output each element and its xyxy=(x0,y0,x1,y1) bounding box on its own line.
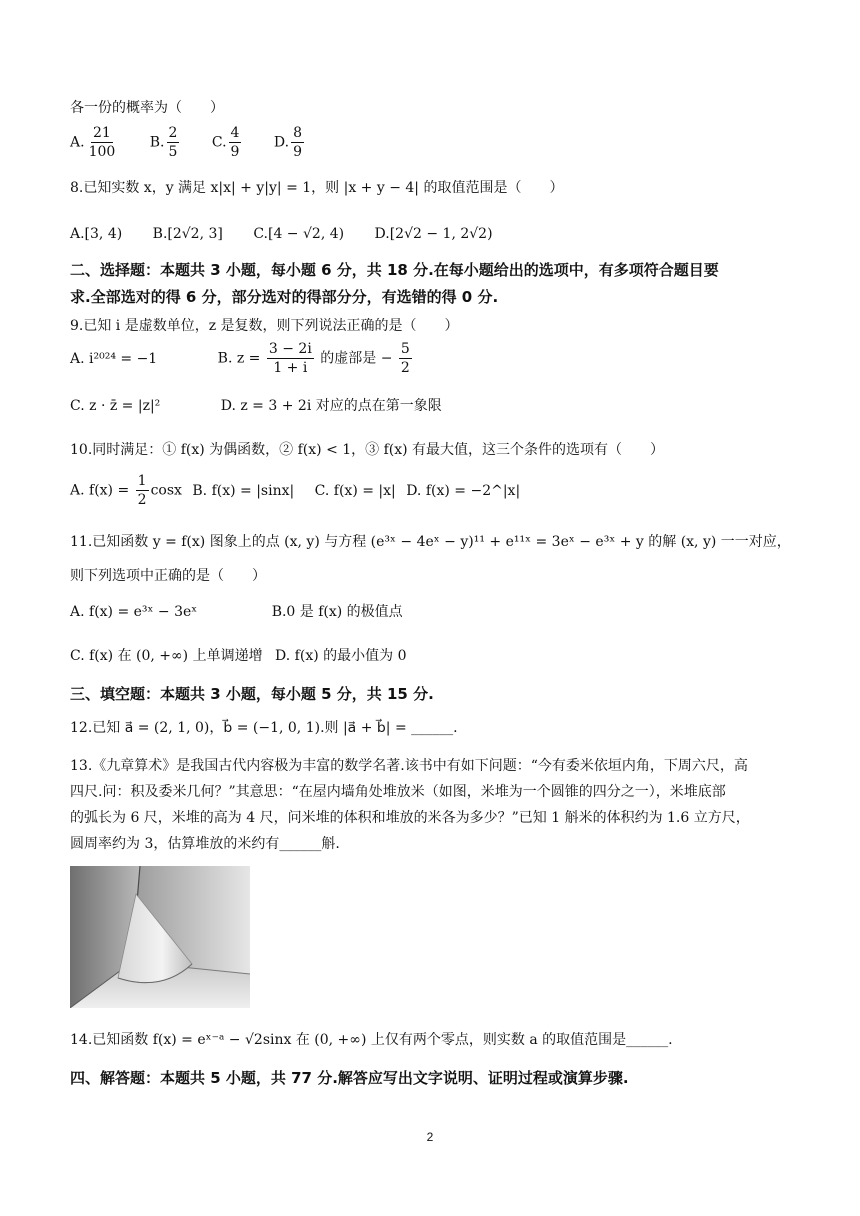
q8-option-c: C.[4 − √2, 4) xyxy=(253,226,345,242)
q7-option-c-label: C. xyxy=(211,134,227,151)
q7-option-a-fraction xyxy=(87,124,118,161)
q10-stem: 10.同时满足：① f(x) 为偶函数，② f(x) < 1，③ f(x) 有最大值，这三个条件的选项有（ ） xyxy=(70,442,665,458)
section-4-heading: 四、解答题：本题共 5 小题，共 77 分.解答应写出文字说明、证明过程或演算步骤. xyxy=(70,1069,629,1087)
q7-option-d-numerator: 8 xyxy=(293,125,303,141)
q8-option-b: B.[2√2, 3] xyxy=(152,226,223,242)
q11-option-a: A. f(x) = e³ˣ − 3eˣ xyxy=(70,604,198,620)
q10-option-d: D. f(x) = −2^|x| xyxy=(406,482,521,499)
q7-option-c-denominator: 9 xyxy=(230,144,240,160)
q7-option-d xyxy=(274,124,306,161)
q7-option-d-fraction xyxy=(291,124,304,161)
page-number: 2 xyxy=(426,1130,434,1144)
q10-option-a-denominator: 2 xyxy=(137,492,147,508)
q14-stem: 14.已知函数 f(x) = eˣ⁻ᵃ − √2sinx 在 (0, +∞) 上仅有两个零点，则实数 a 的取值范围是______. xyxy=(70,1032,673,1048)
q9-option-b-numerator: 3 − 2i xyxy=(268,341,312,357)
q7-option-c-numerator: 4 xyxy=(230,125,240,141)
rice-pile-illustration xyxy=(70,866,250,1008)
q11-option-d: D. f(x) 的最小值为 0 xyxy=(275,648,407,664)
q10-option-c: C. f(x) = |x| xyxy=(314,482,396,499)
q7-option-b-numerator: 2 xyxy=(168,125,178,141)
q9-option-c: C. z · z̄ = |z|² xyxy=(70,398,161,414)
q10-option-a-fraction xyxy=(136,472,149,509)
q13-line-1: 13.《九章算术》是我国古代内容极为丰富的数学名著.该书中有如下问题：“今有委米依垣内角，下周六尺，高 xyxy=(70,758,748,774)
q7-stem-tail: 各一份的概率为（ ） xyxy=(70,100,224,116)
q9-option-b-denominator: 1 + i xyxy=(273,360,308,376)
q9-option-b-label: B. z = xyxy=(217,350,261,367)
q7-option-b-denominator: 5 xyxy=(168,144,178,160)
q7-option-a-denominator: 100 xyxy=(88,144,116,160)
q9-options-row-1 xyxy=(70,340,800,384)
q11-options-row-2 xyxy=(70,646,800,666)
q13-rice-pile-figure xyxy=(70,866,250,1008)
section-2-heading-line-2: 求.全部选对的得 6 分，部分选对的得部分分，有选错的得 0 分. xyxy=(70,288,499,306)
q9-option-b-denominator-2: 2 xyxy=(400,360,410,376)
q10-options xyxy=(70,472,800,516)
q13-line-2: 四尺.问：积及委米几何？”其意思：“在屋内墙角处堆放米（如图，米堆为一个圆锥的四分之一），米堆底部 xyxy=(70,784,726,800)
q9-options-row-2 xyxy=(70,396,800,416)
q11-option-c: C. f(x) 在 (0, +∞) 上单调递增 xyxy=(70,648,263,664)
q10-option-a-numerator: 1 xyxy=(137,473,147,489)
q9-option-b-text: 的虚部是 − xyxy=(320,350,393,367)
q10-option-b: B. f(x) = |sinx| xyxy=(192,482,295,499)
q9-option-b xyxy=(218,340,414,377)
q11-stem-line-2: 则下列选项中正确的是（ ） xyxy=(70,568,266,584)
q8-options xyxy=(70,224,800,244)
section-3-heading: 三、填空题：本题共 3 小题，每小题 5 分，共 15 分. xyxy=(70,685,434,703)
q9-option-b-fraction xyxy=(267,340,314,377)
q7-options xyxy=(70,124,800,168)
q10-option-a-suffix: cosx xyxy=(150,482,182,499)
q11-option-b: B.0 是 f(x) 的极值点 xyxy=(271,604,403,620)
q7-option-b xyxy=(150,124,182,161)
q9-stem: 9.已知 i 是虚数单位，z 是复数，则下列说法正确的是（ ） xyxy=(70,318,459,334)
q7-option-c xyxy=(212,124,244,161)
q11-stem-line-1: 11.已知函数 y = f(x) 图象上的点 (x, y) 与方程 (e³ˣ − 4eˣ − y)¹¹ + e¹¹ˣ = 3eˣ − e³ˣ + y 的解 (x, y) 一一对应， xyxy=(70,534,791,550)
q7-option-b-label: B. xyxy=(149,134,165,151)
q9-option-a: A. i²⁰²⁴ = −1 xyxy=(70,350,158,367)
q10-option-a xyxy=(70,472,182,509)
q10-option-a-label: A. f(x) = xyxy=(70,482,130,499)
q8-option-d: D.[2√2 − 1, 2√2) xyxy=(374,226,493,242)
q12-stem: 12.已知 a⃗ = (2, 1, 0)，b⃗ = (−1, 0, 1).则 |a⃗ + b⃗| = ______. xyxy=(70,720,458,736)
section-2-heading-line-1: 二、选择题：本题共 3 小题，每小题 6 分，共 18 分.在每小题给出的选项中，有多项符合题目要 xyxy=(70,261,719,279)
q11-options-row-1 xyxy=(70,602,800,622)
q9-option-d: D. z = 3 + 2i 对应的点在第一象限 xyxy=(220,398,442,414)
q7-option-c-fraction xyxy=(229,124,242,161)
q7-option-d-label: D. xyxy=(273,134,290,151)
q7-option-a-numerator: 21 xyxy=(93,125,111,141)
q7-option-a xyxy=(70,124,119,161)
q9-option-b-numerator-2: 5 xyxy=(400,341,410,357)
q7-option-a-label: A. xyxy=(70,134,85,151)
q13-line-3: 的弧长为 6 尺，米堆的高为 4 尺，问米堆的体积和堆放的米各为多少？”已知 1 斛米的体积约为 1.6 立方尺， xyxy=(70,810,750,826)
q7-option-b-fraction xyxy=(167,124,180,161)
q9-option-b-fraction-2 xyxy=(399,340,412,377)
q8-stem: 8.已知实数 x，y 满足 x|x| + y|y| = 1，则 |x + y − 4| 的取值范围是（ ） xyxy=(70,180,564,196)
q8-option-a: A.[3, 4) xyxy=(70,226,123,242)
q7-option-d-denominator: 9 xyxy=(293,144,303,160)
q13-line-4: 圆周率约为 3，估算堆放的米约有______斛. xyxy=(70,836,340,852)
